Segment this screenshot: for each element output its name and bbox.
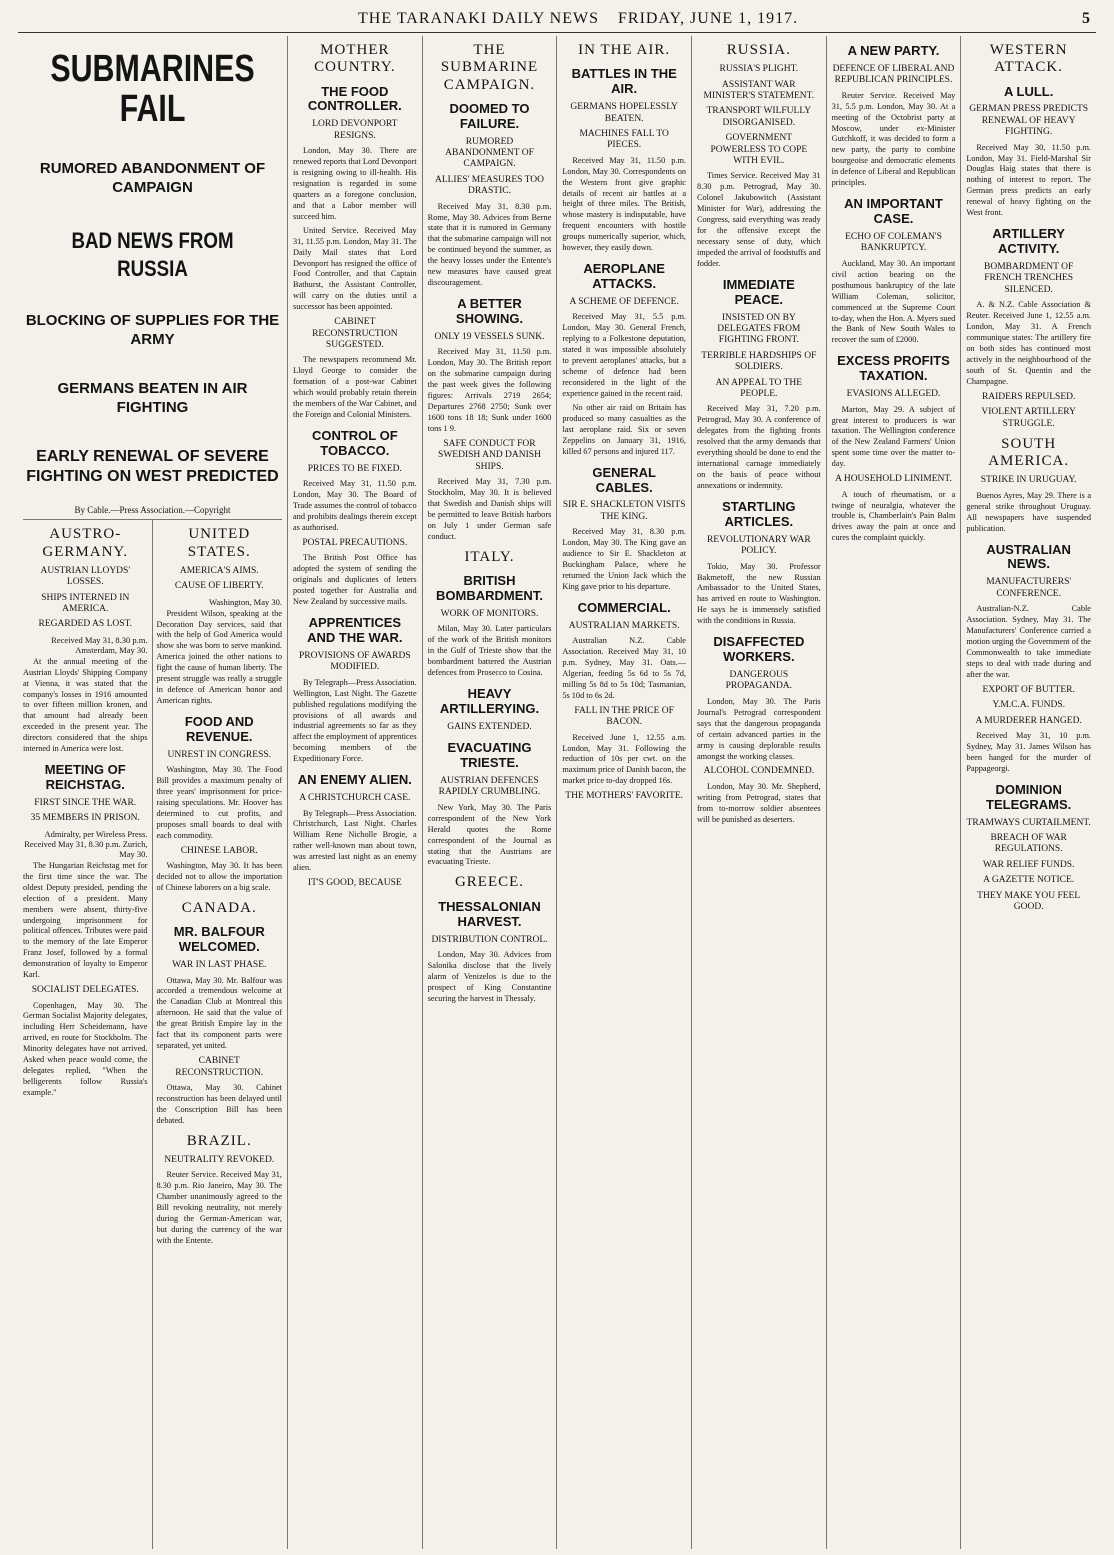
western-text-2: A. & N.Z. Cable Association & Reuter. Received June 1, 12.55 a.m. London, May 31. A French communique states: The artillery fire on both sides has continued most actively in the neighbourhood of the south of St. Quentin and the Champagne. bbox=[966, 300, 1091, 386]
lead-line-5: EARLY RENEWAL OF SEVERE FIGHTING ON WEST PREDICTED bbox=[26, 448, 279, 486]
western-text-3: Buenos Ayres, May 29. There is a general strike throughout Uruguay. All newspapers have suspended publication. bbox=[966, 490, 1091, 533]
bacon-sub: FALL IN THE PRICE OF BACON. bbox=[574, 705, 674, 728]
us-dateline: Washington, May 30. bbox=[209, 596, 282, 607]
western-text-4: Australian-N.Z. Cable Association. Sydney, May 31. The Manufacturers' Conference carried a motion urging the Government of the Commonwealth to take immediate steps to deal with trade during and after the war. bbox=[966, 604, 1091, 679]
food-sub: UNREST IN CONGRESS. bbox=[167, 749, 272, 760]
mothers-favorite-heading: THE MOTHERS' FAVORITE. bbox=[565, 791, 684, 802]
devonport-sub: LORD DEVONPORT RESIGNS. bbox=[312, 119, 398, 141]
italy-heading: ITALY. bbox=[464, 548, 515, 565]
liniment-heading: A HOUSEHOLD LINIMENT. bbox=[835, 474, 952, 485]
evasions-sub: EVASIONS ALLEGED. bbox=[846, 389, 941, 400]
dominion-heading: DOMINION TELEGRAMS. bbox=[986, 781, 1072, 812]
butter-sub: EXPORT OF BUTTER. bbox=[982, 684, 1075, 695]
feel-good-sub: THEY MAKE YOU FEEL GOOD. bbox=[977, 890, 1081, 912]
breach-sub: BREACH OF WAR REGULATIONS. bbox=[990, 832, 1067, 855]
western-column bbox=[961, 36, 1096, 1549]
aeroplane-heading: AEROPLANE ATTACKS. bbox=[583, 261, 665, 292]
masthead bbox=[18, 8, 1096, 33]
food-heading: FOOD AND REVENUE. bbox=[184, 714, 254, 744]
us-text-1: President Wilson, speaking at the Decoration Day services, said that with the help of God America would show she was born to serve mankind. America joined the other nations to fight the cause of human liberty. The present struggle was really a struggle in defence of American honor and American rights. bbox=[156, 608, 282, 706]
lead-banner bbox=[23, 36, 282, 520]
air-text-5: Australian N.Z. Cable Association. Received May 31, 10 p.m. Sydney, May 31. Oats.—Algerian, feeding 5s 6d to 5s 7d, milling 5s 8d to 5s 10d; Tasmanian, 5s 10d to 6s 2d. bbox=[562, 636, 686, 700]
brazil-sub: NEUTRALITY REVOKED. bbox=[164, 1154, 275, 1165]
gains-sub: GAINS EXTENDED. bbox=[447, 721, 532, 732]
mother-heading: MOTHER COUNTRY. bbox=[314, 42, 396, 76]
general-cables-heading: GENERAL CABLES. bbox=[592, 464, 656, 495]
doomed-heading: DOOMED TO FAILURE. bbox=[449, 100, 530, 131]
disaffected-heading: DISAFFECTED WORKERS. bbox=[713, 634, 805, 665]
distribution-sub: DISTRIBUTION CONTROL. bbox=[431, 934, 548, 945]
plight-sub: RUSSIA'S PLIGHT. bbox=[719, 64, 799, 75]
newparty-text-2: Auckland, May 30. An important civil action bearing on the posthumous bankruptcy of the late William Coleman, solicitor, commenced at the Supreme Court to-day, when the Hon. A. Myers sued the Bank of New South Wales to recover the sum of £2000. bbox=[831, 258, 956, 345]
lead-line-1: RUMORED ABANDONMENT OF CAMPAIGN bbox=[39, 159, 266, 196]
russia-text-4: London, May 30. The Paris Journal's Petrograd correspondent says that the dangerous propaganda of certain advanced parties in the army is causing deplorable results amongst the working classes. bbox=[697, 696, 821, 761]
assistant-sub: ASSISTANT WAR MINISTER'S STATEMENT. bbox=[703, 79, 815, 102]
murderer-sub: A MURDERER HANGED. bbox=[975, 715, 1082, 726]
echo-sub: ECHO OF COLEMAN'S BANKRUPTCY. bbox=[845, 232, 942, 254]
mother-text-6: By Telegraph—Press Association. Wellington, Last Night. The Gazette published regulations modifying the provisions of all awards and industrial agreements so far as they affect the employment of apprentices becoming members of the Expeditionary Force. bbox=[293, 677, 417, 764]
balfour-sub: WAR IN LAST PHASE. bbox=[172, 960, 267, 971]
lead-headline: SUBMARINES FAIL bbox=[50, 48, 255, 130]
russia-text-1: Times Service. Received May 31 8.30 p.m. Petrograd, May 30. Colonel Jakubowitch (Assistant Minister for War), addressing the Congress, said everything was ready for the offensive except the necessary sense of duty, which impeded the arrival of foodstuffs and fodder. bbox=[697, 171, 821, 268]
reichstag-dateline: Admiralty, per Wireless Press. Received May 31, 8.30 p.m. Zurich, May 30. bbox=[24, 828, 148, 859]
startling-heading: STARTLING ARTICLES. bbox=[722, 498, 796, 529]
relief-sub: WAR RELIEF FUNDS. bbox=[982, 859, 1075, 870]
mother-text-7: By Telegraph—Press Association. Christchurch, Last Night. Charles William Rene Nicholle Brogie, a rather well-known man about town, was arrested last night as an enemy alien. bbox=[293, 808, 417, 873]
machines-sub: MACHINES FALL TO PIECES. bbox=[579, 128, 669, 151]
lull-heading: A LULL. bbox=[1003, 83, 1054, 99]
cabinet-heading: CABINET RECONSTRUCTION. bbox=[175, 1056, 264, 1078]
tobacco-heading: CONTROL OF TOBACCO. bbox=[311, 428, 398, 458]
allies-sub: ALLIES' MEASURES TOO DRASTIC. bbox=[434, 174, 545, 197]
air-text-2: Received May 31, 5.5 p.m. London, May 30. General French, replying to a Folkestone deputation, stated it was impossible absolutely to prevent aeroplanes' attacks, but a scheme of defence had been reconsidered in the light of the experience gained in the recent raid. bbox=[562, 312, 686, 398]
russia-heading: RUSSIA. bbox=[726, 42, 791, 58]
sub-text-5: New York, May 30. The Paris correspondent of the New York Herald quotes the Rome correspondent of the Journal as stating that the Austrians are evacuating Trieste. bbox=[427, 802, 552, 867]
sub-text-6: London, May 30. Advices from Salonika disclose that the lively alarm of Venizelos is due to the prospect of King Constantine securing the harvest in Thessaly. bbox=[427, 949, 552, 1003]
reconstruction-heading: CABINET RECONSTRUCTION SUGGESTED. bbox=[312, 317, 398, 350]
markets-sub: AUSTRALIAN MARKETS. bbox=[568, 620, 680, 631]
reichstag-sub1: FIRST SINCE THE WAR. bbox=[34, 798, 137, 809]
united-states-section bbox=[153, 520, 283, 1549]
chinese-heading: CHINESE LABOR. bbox=[180, 845, 258, 856]
socialist-text: Copenhagen, May 30. The German Socialist Majority delegates, including Herr Scheidemann, have arrived, en route for Stockholm. The Minority delegates have not arrived. Asked when peace would come, the delegates replied, "When the belligerents follow Russia's example." bbox=[23, 1000, 148, 1098]
sub-text-2: Received May 31, 11.50 p.m. London, May 30. The British report on the submarine campaign during the past week gives the following figures: Arrivals 2719 2654; Departures 2768 2750; Sunk over 1600 tons 18 18; Sunk under 1600 tons 1 9. bbox=[427, 347, 552, 433]
cabinet-text: Ottawa, May 30. Cabinet reconstruction has been delayed until the Conscription Bill has been debated. bbox=[156, 1082, 282, 1125]
transport-sub: TRANSPORT WILFULLY DISORGANISED. bbox=[706, 106, 812, 128]
monitors-sub: WORK OF MONITORS. bbox=[440, 608, 539, 619]
lead-line-4: GERMANS BEATEN IN AIR FIGHTING bbox=[57, 379, 248, 416]
austria-sub3: REGARDED AS LOST. bbox=[38, 619, 132, 630]
lead-line-3: BLOCKING OF SUPPLIES FOR THE ARMY bbox=[25, 312, 280, 349]
tobacco-sub: PRICES TO BE FIXED. bbox=[307, 463, 402, 474]
austria-section bbox=[23, 520, 153, 1549]
austria-sub1: AUSTRIAN LLOYDS' LOSSES. bbox=[40, 565, 131, 588]
important-case-heading: AN IMPORTANT CASE. bbox=[844, 196, 943, 227]
brazil-heading: BRAZIL. bbox=[186, 1132, 252, 1149]
western-text-1: Received May 30, 11.50 p.m. London, May 31. Field-Marshal Sir Douglas Haig states that there is nothing of interest to report. The German press predicts an early renewal of heavy fighting on the West front. bbox=[966, 142, 1091, 218]
apprentices-sub: PROVISIONS OF AWARDS MODIFIED. bbox=[298, 650, 411, 673]
air-text-6: Received June 1, 12.55 a.m. London, May 31. Following the reduction of 10s per cwt. on the maximum price of Danish bacon, the market price to-day dropped 16s. bbox=[562, 732, 686, 786]
newparty-text-1: Reuter Service. Received May 31, 5.5 p.m. London, May 30. At a meeting of the Octobrist party at Moscow, under ex-Minister Gutchkoff, it was decided to form a new party, the party to combine bourgeoise and democratic elements in defence of Liberal and Republican principles. bbox=[831, 90, 956, 188]
appeal-sub: AN APPEAL TO THE PEOPLE. bbox=[715, 377, 803, 400]
better-showing-heading: A BETTER SHOWING. bbox=[455, 296, 524, 327]
newparty-text-4: A touch of rheumatism, or a twinge of neuralgia, whatever the trouble is, Chamberlain's Pain Balm drives away the pain at once and cures the complaint quickly. bbox=[831, 489, 956, 543]
manufacturers-sub: MANUFACTURERS' CONFERENCE. bbox=[986, 577, 1072, 599]
artillery-heading: HEAVY ARTILLERYING. bbox=[439, 685, 540, 716]
us-sub1: AMERICA'S AIMS. bbox=[179, 565, 259, 576]
beaten-sub: GERMANS HOPELESSLY BEATEN. bbox=[570, 102, 678, 124]
balfour-text: Ottawa, May 30. Mr. Balfour was accorded a tremendous welcome at the Canadian Club at Montreal this afternoon. He said that the value of the great British Empire lay in the fact that its component parts were separated, yet united. bbox=[156, 975, 282, 1051]
immediate-peace-heading: IMMEDIATE PEACE. bbox=[722, 276, 795, 307]
air-text-3: No other air raid on Britain has produced so many casualties as the last aeroplane raid. Six or seven Zeppelins on January 31, 1916, killed 67 persons and injured 117. bbox=[562, 402, 686, 456]
gazette-sub: A GAZETTE NOTICE. bbox=[983, 875, 1075, 886]
food-text: Washington, May 30. The Food Bill provides a maximum penalty of three years' imprisonment for price-raising speculations. Mr. Hoover has determined to cut profits, and proposes small boards to deal with each commodity. bbox=[156, 765, 282, 840]
newspaper-columns bbox=[18, 36, 1096, 1549]
battles-heading: BATTLES IN THE AIR. bbox=[571, 66, 677, 97]
mother-text-4: Received May 31, 11.50 p.m. London, May 30. The Board of Trade assumes the control of tobacco and prohibits dealings therein except as authorised. bbox=[293, 479, 417, 533]
south-america-heading: SOUTH AMERICA. bbox=[988, 435, 1070, 470]
bombardment-sub: BOMBARDMENT OF FRENCH TRENCHES SILENCED. bbox=[984, 262, 1074, 295]
government-sub: GOVERNMENT POWERLESS TO COPE WITH EVIL. bbox=[710, 133, 808, 166]
shackleton-sub: SIR E. SHACKLETON VISITS THE KING. bbox=[562, 500, 686, 522]
austria-sub2: SHIPS INTERNED IN AMERICA. bbox=[41, 592, 130, 614]
air-text-4: Received May 31, 8.30 p.m. London, May 30. The King gave an audience to Sir E. Shackleton at Buckingham Palace, where he returned the Union Jack which the King gave prior to his departure. bbox=[562, 527, 686, 591]
reichstag-text: The Hungarian Reichstag met for the first time since the war. The oldest Deputy presided, pending the election of a president. Many members were absent, thirty-five undergoing imprisonment for political offences. Tributes were paid to the memory of the late Emperor Franz Josef, followed by a formal demonstration of loyalty to Emperor Karl. bbox=[23, 860, 148, 980]
greece-heading: GREECE. bbox=[454, 874, 525, 891]
us-sub2: CAUSE OF LIBERTY. bbox=[174, 581, 264, 592]
rumored-sub: RUMORED ABANDONMENT OF CAMPAIGN. bbox=[445, 136, 534, 170]
sub-text-4: Milan, May 30. Later particulars of the work of the British monitors in the Gulf of Trieste show that the bombardment battered the Austrian defences from Prosecco to Cosina. bbox=[427, 624, 552, 677]
hardships-sub: TERRIBLE HARDSHIPS OF SOLDIERS. bbox=[701, 350, 817, 373]
chinese-text: Washington, May 30. It has been decided not to allow the importation of Chinese laborers on a big scale. bbox=[156, 861, 282, 893]
russia-text-2: Received May 31, 7.20 p.m. Petrograd, May 30. A conference of delegates from the fighting fronts resolved that the army demands that everything should be done to end the international carnage immediately on the basis of peace without annexations or indemnity. bbox=[697, 404, 821, 490]
scheme-sub: A SCHEME OF DEFENCE. bbox=[569, 297, 679, 307]
apprentices-heading: APPRENTICES AND THE WAR. bbox=[307, 615, 403, 645]
mother-country-column bbox=[288, 36, 423, 1549]
sub-text-1: Received May 31, 8.30 p.m. Rome, May 30. Advices from Berne state that it is rumored in Germany that the submarine campaign will not be continued beyond the summer, as the heavy losses under the Entente's new measures have caused great discouragement. bbox=[427, 201, 552, 288]
excess-profits-heading: EXCESS PROFITS TAXATION. bbox=[837, 353, 950, 384]
violent-sub: VIOLENT ARTILLERY STRUGGLE. bbox=[981, 407, 1076, 429]
mother-text-2: United Service. Received May 31, 11.55 p.m. London, May 31. The Daily Mail states that Lord Devonport has resigned the office of Food Controller, and that Captain Bathurst, the Assistant Controller, will carry on the duties until a successor has been appointed. bbox=[293, 225, 417, 312]
canada-heading: CANADA. bbox=[181, 900, 257, 917]
russia-text-5: London, May 30. Mr. Shepherd, writing from Petrograd, states that from to-morrow soldier absentees will be punished as deserters. bbox=[697, 781, 821, 824]
enemy-alien-heading: AN ENEMY ALIEN. bbox=[297, 772, 412, 788]
trieste-sub: AUSTRIAN DEFENCES RAPIDLY CRUMBLING. bbox=[438, 775, 541, 798]
reichstag-sub2: 35 MEMBERS IN PRISON. bbox=[30, 813, 140, 824]
new-party-column bbox=[827, 36, 962, 1549]
defence-sub: DEFENCE OF LIBERAL AND REPUBLICAN PRINCIPLES. bbox=[832, 63, 955, 86]
socialist-heading: SOCIALIST DELEGATES. bbox=[31, 985, 139, 996]
reichstag-heading: MEETING OF REICHSTAG. bbox=[44, 762, 126, 793]
brazil-text: Reuter Service. Received May 31, 8.30 p.m. Rio Janeiro, May 30. The Chamber unanimously agreed to the Bill revoking neutrality, not merely during the German-American war, but during the currency of the war with the Entente. bbox=[156, 1170, 282, 1245]
sub-text-3: Received May 31, 7.30 p.m. Stockholm, May 30. It is believed that Swedish and Danish ships will be permitted to leave British harbors on July 1 under German safe conduct. bbox=[427, 477, 552, 541]
austria-text-1: At the annual meeting of the Austrian Lloyds' Shipping Company at Vienna, it was stated that the company's losses in 1916 amounted to over fifteen million kronen, and that amount had already been exceeded in the present year. The directors considered that the ships interned in America were lost. bbox=[23, 656, 148, 754]
mother-text-1: London, May 30. There are renewed reports that Lord Devonport is resigning owing to ill-health. His resignation is regarded in some quarters as a foregone conclusion, and that a Labor member will succeed him. bbox=[293, 146, 417, 221]
submarine-column bbox=[423, 36, 558, 1549]
newspaper-title: THE TARANAKI DAILY NEWS bbox=[358, 10, 599, 27]
australian-news-heading: AUSTRALIAN NEWS. bbox=[986, 541, 1071, 572]
western-text-5: Received May 31, 10 p.m. Sydney, May 31. James Wilson has been hanged for the murder of Pappageorgi. bbox=[966, 730, 1091, 773]
alcohol-sub: ALCOHOL CONDEMNED. bbox=[703, 766, 815, 777]
air-text-1: Received May 31, 11.50 p.m. London, May 30. Correspondents on the Western front give graphic details of recent air battles at a height of three miles. The British, whose mastery is indisputable, have frequent encounters with hostile groups numerically superior, which, however, they easily down. bbox=[562, 155, 686, 253]
us-heading: UNITED STATES. bbox=[187, 526, 251, 560]
harvest-heading: THESSALONIAN HARVEST. bbox=[438, 898, 541, 929]
submarine-heading: THE SUBMARINE CAMPAIGN. bbox=[440, 42, 539, 93]
safe-conduct-heading: SAFE CONDUCT FOR SWEDISH AND DANISH SHIPS. bbox=[438, 438, 541, 472]
food-controller-heading: THE FOOD CONTROLLER. bbox=[307, 83, 402, 114]
revolutionary-sub: REVOLUTIONARY WAR POLICY. bbox=[706, 534, 811, 557]
air-heading: IN THE AIR. bbox=[578, 42, 671, 58]
bombardment-heading: BRITISH BOMBARDMENT. bbox=[436, 572, 543, 603]
enemy-alien-sub: A CHRISTCHURCH CASE. bbox=[299, 793, 411, 804]
propaganda-sub: DANGEROUS PROPAGANDA. bbox=[725, 670, 793, 692]
artillery-activity-heading: ARTILLERY ACTIVITY. bbox=[992, 226, 1065, 257]
trieste-heading: EVACUATING TRIESTE. bbox=[447, 740, 532, 771]
mother-text-3: The newspapers recommend Mr. Lloyd George to consider the formation of a post-war Cabinet which would probably retain therein the members of the War Cabinet, and the Foreign and Colonial Ministers. bbox=[293, 355, 417, 420]
ymca-sub: Y.M.C.A. FUNDS. bbox=[992, 700, 1065, 711]
tramways-sub: TRAMWAYS CURTAILMENT. bbox=[966, 817, 1091, 828]
austria-dateline: Received May 31, 8.30 p.m. Amsterdam, May 30. bbox=[51, 634, 148, 655]
postal-heading: POSTAL PRECAUTIONS. bbox=[302, 537, 408, 548]
mother-text-5: The British Post Office has adopted the system of sending the originals and duplicates of letters posted together for Australia and New Zealand by successive mails. bbox=[293, 553, 417, 607]
russia-text-3: Tokio, May 30. Professor Bakmetoff, the new Russian Ambassador to the United States, has arrived en route to Washington. He says he is immensely satisfied with the conditions in Russia. bbox=[697, 561, 821, 626]
strike-sub: STRIKE IN URUGUAY. bbox=[980, 475, 1077, 486]
issue-date: FRIDAY, JUNE 1, 1917. bbox=[618, 10, 799, 27]
western-heading: WESTERN ATTACK. bbox=[989, 42, 1068, 76]
lead-line-2: BAD NEWS FROM RUSSIA bbox=[71, 228, 234, 281]
newparty-text-3: Marton, May 29. A subject of great interest to producers is war taxation. The Wellington conference of the New Zealand Farmers' Union spent some time over the matter to-day. bbox=[831, 404, 956, 469]
vessels-sub: ONLY 19 VESSELS SUNK. bbox=[434, 331, 545, 342]
cable-credit: By Cable.—Press Association.—Copyright bbox=[74, 505, 231, 516]
german-press-sub: GERMAN PRESS PREDICTS RENEWAL OF HEAVY FIGHTING. bbox=[969, 104, 1089, 138]
insisted-sub: INSISTED ON BY DELEGATES FROM FIGHTING FRONT. bbox=[717, 312, 801, 346]
new-party-heading: A NEW PARTY. bbox=[847, 43, 940, 58]
lead-column bbox=[18, 36, 288, 1549]
page-number: 5 bbox=[1082, 10, 1090, 27]
balfour-heading: MR. BALFOUR WELCOMED. bbox=[173, 924, 265, 955]
russia-column bbox=[692, 36, 827, 1549]
air-column bbox=[557, 36, 692, 1549]
advert-heading: IT'S GOOD, BECAUSE bbox=[307, 878, 402, 889]
raiders-sub: RAIDERS REPULSED. bbox=[981, 391, 1076, 402]
austria-heading: AUSTRO-GERMANY. bbox=[42, 526, 129, 560]
commercial-heading: COMMERCIAL. bbox=[577, 599, 671, 615]
